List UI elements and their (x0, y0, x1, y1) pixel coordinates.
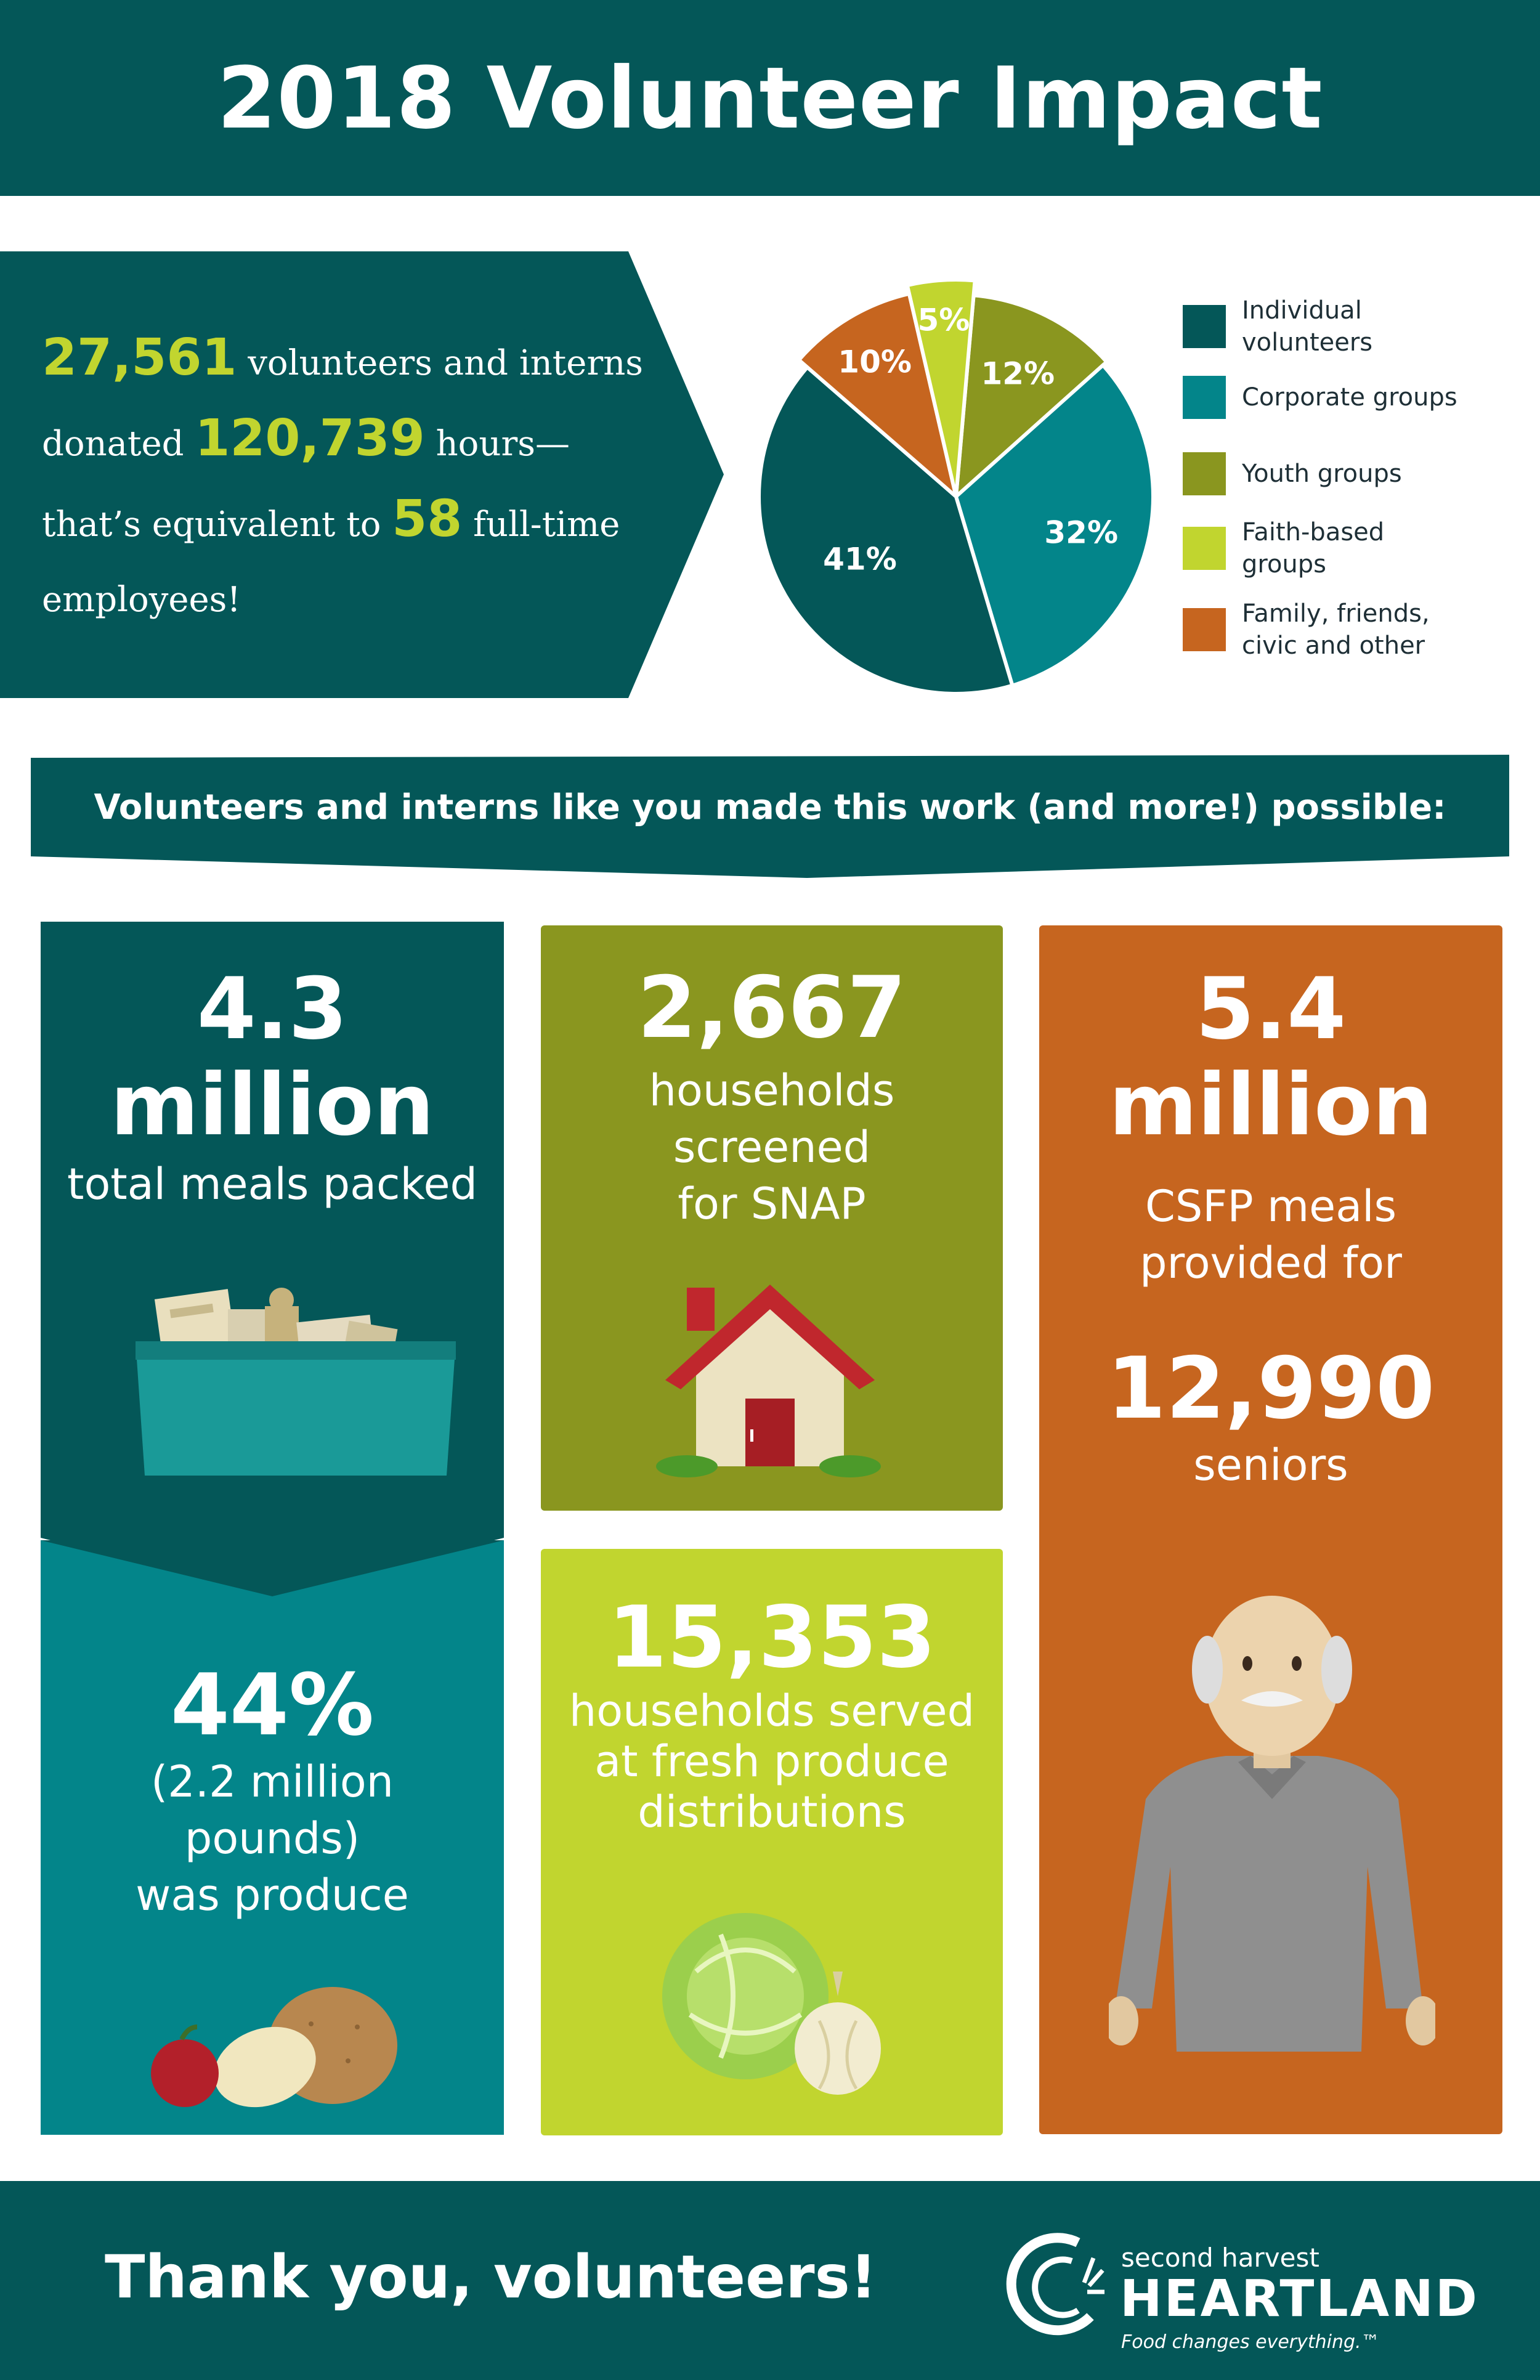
snap-line-3: for SNAP (678, 1179, 866, 1229)
produce-card (41, 1657, 504, 1923)
intro-text-2-post: hours— (424, 424, 570, 464)
csfp-line-2: provided for (1140, 1238, 1402, 1288)
produce-line-3: was produce (136, 1870, 409, 1920)
cabbage-onion-icon (653, 1898, 899, 2107)
meals-caption: total meals packed (67, 1159, 477, 1209)
intro-text-1: volunteers and interns (237, 343, 644, 383)
fresh-produce-card (541, 1590, 1003, 1837)
meals-number: 4.3 (197, 959, 348, 1058)
legend-label: Corporate groups (1242, 383, 1457, 412)
volunteer-type-pie-chart (753, 256, 1159, 700)
seniors-label: seniors (1193, 1440, 1348, 1490)
legend-label: Faith-based (1242, 518, 1385, 546)
volunteers-count: 27,561 (42, 328, 237, 387)
legend-label: civic and other (1242, 632, 1425, 660)
meals-card-arrow-tip (41, 1540, 504, 1599)
intro-text-4: employees! (42, 580, 241, 620)
brand-tagline: Food changes everything.™ (1121, 2331, 1380, 2353)
legend-swatch (1183, 452, 1226, 495)
legend-item-faith (1183, 516, 1528, 580)
intro-statement (42, 320, 658, 638)
csfp-card (1039, 961, 1502, 1493)
senior-man-icon (1109, 1577, 1435, 2052)
food-box-icon (136, 1285, 456, 1482)
legend-item-family (1183, 598, 1528, 662)
fresh-line-3: distributions (638, 1787, 906, 1837)
intro-text-3-pre: that’s equivalent to (42, 505, 392, 545)
pie-slice-label: 41% (823, 541, 897, 577)
legend-label: groups (1242, 550, 1327, 579)
thank-you-text: Thank you, volunteers! (105, 2243, 877, 2312)
produce-line-2: pounds) (184, 1813, 360, 1864)
intro-text-2-pre: donated (42, 424, 195, 464)
csfp-unit: million (1108, 1055, 1433, 1155)
legend-label: volunteers (1242, 328, 1373, 357)
legend-swatch (1183, 608, 1226, 651)
meals-card (41, 961, 504, 1212)
banner-text: Volunteers and interns like you made this work (and more!) possible: (94, 787, 1446, 827)
fresh-line-1: households served (569, 1686, 975, 1736)
legend-item-corporate (1183, 376, 1528, 419)
wheat-swirl-logo-icon (1004, 2224, 1109, 2347)
snap-number: 2,667 (637, 958, 907, 1057)
seniors-number: 12,990 (1106, 1339, 1435, 1438)
legend-item-individual (1183, 294, 1528, 359)
produce-icon (145, 1968, 403, 2110)
snap-line-2: screened (673, 1122, 871, 1172)
legend-label: Family, friends, (1242, 599, 1430, 628)
fresh-line-2: at fresh produce (594, 1736, 949, 1787)
produce-line-1: (2.2 million (150, 1757, 394, 1807)
pie-slice-label: 32% (1044, 514, 1119, 551)
legend-item-youth (1183, 452, 1528, 495)
pie-slice-label: 5% (917, 302, 970, 338)
fte-count: 58 (392, 490, 463, 548)
produce-number: 44% (170, 1655, 375, 1755)
intro-text-3-post: full-time (462, 505, 620, 545)
page-title: 2018 Volunteer Impact (217, 48, 1323, 148)
pie-slice-label: 10% (838, 344, 912, 380)
meals-unit: million (110, 1055, 435, 1155)
snap-line-1: households (649, 1065, 895, 1116)
legend-swatch (1183, 376, 1226, 419)
legend-label: Individual (1242, 296, 1362, 325)
brand-line-1: second harvest (1121, 2243, 1319, 2273)
csfp-line-1: CSFP meals (1145, 1181, 1397, 1232)
legend-label: Youth groups (1242, 460, 1402, 488)
brand-line-2: HEARTLAND (1120, 2270, 1479, 2328)
legend-swatch (1183, 527, 1226, 570)
fresh-number: 15,353 (607, 1588, 936, 1687)
page-header (0, 0, 1540, 196)
csfp-number: 5.4 (1195, 959, 1347, 1058)
snap-card (541, 960, 1003, 1232)
house-icon (653, 1281, 887, 1479)
pie-slice-label: 12% (981, 355, 1055, 392)
legend-swatch (1183, 305, 1226, 348)
hours-count: 120,739 (195, 409, 425, 468)
